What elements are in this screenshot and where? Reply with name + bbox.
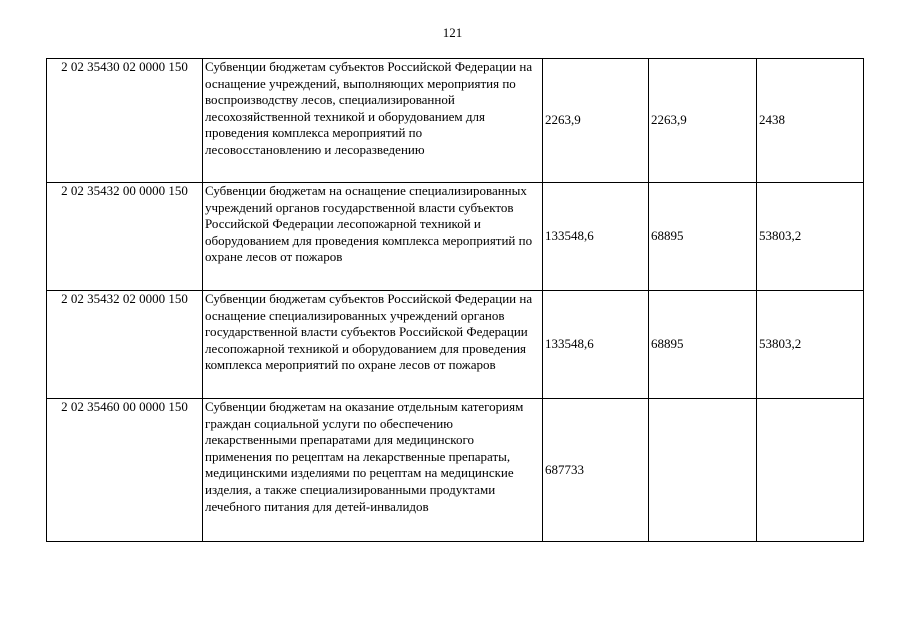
amount-year-2: 2263,9: [649, 59, 757, 183]
budget-code: 2 02 35432 02 0000 150: [47, 291, 203, 399]
budget-table: [46, 58, 864, 542]
amount-year-3: 53803,2: [757, 183, 864, 291]
revenue-name: Субвенции бюджетам субъектов Российской Федерации на оснащение учреждений, выполняющих мероприятия по воспроизводству лесов, специализированной лесохозяйственной техникой и оборудованием для проведения комплекса мероприятий по лесовосстановлению и лесоразведению: [203, 59, 543, 183]
amount-year-2: 68895: [649, 183, 757, 291]
amount-year-3: [757, 399, 864, 542]
amount-year-1: 133548,6: [543, 291, 649, 399]
budget-code: 2 02 35460 00 0000 150: [47, 399, 203, 542]
amount-year-2: [649, 399, 757, 542]
table-row: [47, 291, 864, 399]
amount-year-2: 68895: [649, 291, 757, 399]
revenue-name: Субвенции бюджетам субъектов Российской Федерации на оснащение специализированных учреждений органов государственной власти субъектов Российской Федерации лесопожарной техникой и оборудованием для проведения комплекса мероприятий по охране лесов от пожаров: [203, 291, 543, 399]
table-row: [47, 399, 864, 542]
budget-code: 2 02 35430 02 0000 150: [47, 59, 203, 183]
amount-year-1: 687733: [543, 399, 649, 542]
table-row: [47, 59, 864, 183]
amount-year-3: 53803,2: [757, 291, 864, 399]
amount-year-1: 2263,9: [543, 59, 649, 183]
revenue-name: Субвенции бюджетам на оказание отдельным категориям граждан социальной услуги по обеспечению лекарственными препаратами для медицинского применения по рецептам на лекарственные препараты, медицинскими изделиями по рецептам на медицинские изделия, а также специализированными продуктами лечебного питания для детей-инвалидов: [203, 399, 543, 542]
amount-year-3: 2438: [757, 59, 864, 183]
page-number: 121: [442, 25, 463, 40]
amount-year-1: 133548,6: [543, 183, 649, 291]
budget-code: 2 02 35432 00 0000 150: [47, 183, 203, 291]
table-row: [47, 183, 864, 291]
revenue-name: Субвенции бюджетам на оснащение специализированных учреждений органов государственной власти субъектов Российской Федерации лесопожарной техникой и оборудованием для проведения комплекса мероприятий по охране лесов от пожаров: [203, 183, 543, 291]
